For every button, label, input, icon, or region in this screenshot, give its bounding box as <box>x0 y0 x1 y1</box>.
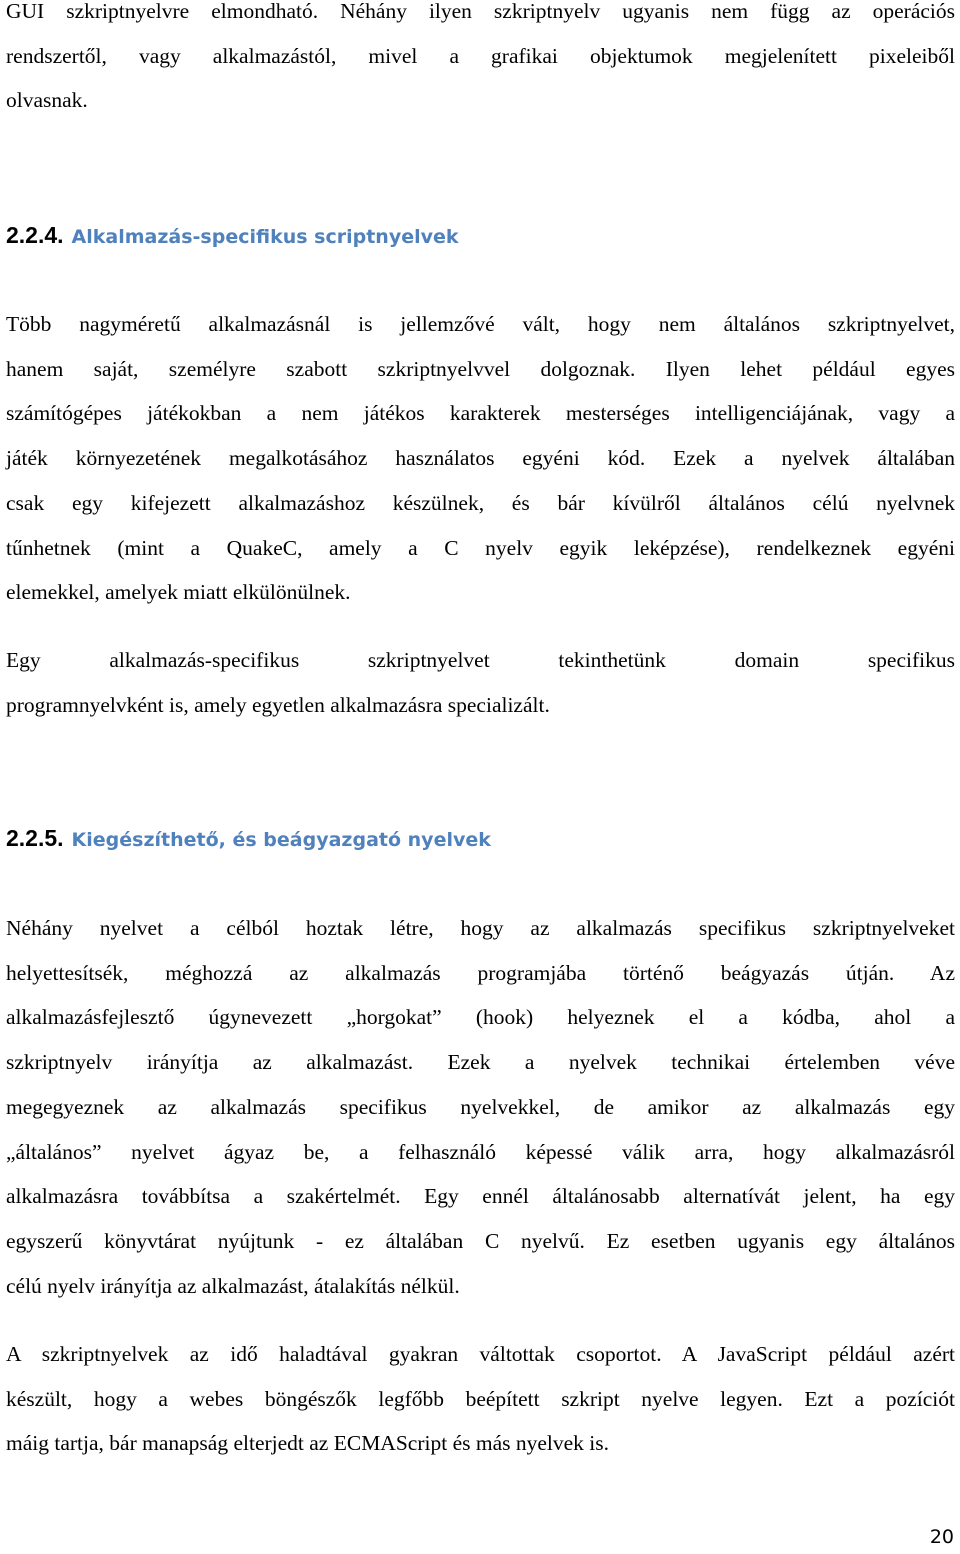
section-2-paragraph-2 <box>6 1332 955 1466</box>
text-line: alkalmazásfejlesztő úgynevezett „horgokat” (hook) helyeznek el a kódba, ahol a <box>6 1005 955 1030</box>
text-line: célú nyelv irányítja az alkalmazást, átalakítás nélkül. <box>6 1273 460 1298</box>
text-line: helyettesítsék, méghozzá az alkalmazás programjába történő beágyazás útján. Az <box>6 960 955 985</box>
text-line: máig tartja, bár manapság elterjedt az ECMAScript és más nyelvek is. <box>6 1431 610 1456</box>
text-line: rendszertől, vagy alkalmazástól, mivel a grafikai objektumok megjelenített pixeleiből <box>6 43 955 68</box>
text-line: játék környezetének megalkotásához használatos egyéni kód. Ezek a nyelvek általában <box>6 446 955 471</box>
text-line: Több nagyméretű alkalmazásnál is jellemzővé vált, hogy nem általános szkriptnyelvet, <box>6 312 955 336</box>
text-line: A szkriptnyelvek az idő haladtával gyakran váltottak csoportot. A JavaScript például azért <box>6 1342 955 1366</box>
text-line: programnyelvként is, amely egyetlen alkalmazásra specializált. <box>6 692 550 717</box>
section-heading-2-2-5 <box>6 825 491 852</box>
text-line: olvasnak. <box>6 88 88 113</box>
page-number: 20 <box>929 1526 954 1548</box>
text-line: megegyeznek az alkalmazás specifikus nyelvekkel, de amikor az alkalmazás egy <box>6 1094 955 1119</box>
text-line: alkalmazásra továbbítsa a szakértelmét. Egy ennél általánosabb alternatívát jelent, ha egy <box>6 1184 955 1209</box>
text-line: számítógépes játékokban a nem játékos karakterek mesterséges intelligenciájának, vagy a <box>6 401 955 426</box>
text-line: GUI szkriptnyelvre elmondható. Néhány ilyen szkriptnyelv ugyanis nem függ az operációs <box>6 0 955 23</box>
intro-paragraph <box>6 0 955 123</box>
section-heading-2-2-4 <box>6 222 459 249</box>
text-line: hanem saját, személyre szabott szkriptnyelvvel dolgoznak. Ilyen lehet például egyes <box>6 356 955 381</box>
section-1-paragraph-1 <box>6 302 955 615</box>
text-line: Néhány nyelvet a célból hoztak létre, hogy az alkalmazás specifikus szkriptnyelveket <box>6 916 955 940</box>
text-line: Egy alkalmazás-specifikus szkriptnyelvet tekinthetünk domain specifikus <box>6 648 955 672</box>
text-line: elemekkel, amelyek miatt elkülönülnek. <box>6 580 351 605</box>
text-line: tűnhetnek (mint a QuakeC, amely a C nyelv egyik leképzése), rendelkeznek egyéni <box>6 535 955 560</box>
section-number: 2.2.5. <box>6 825 64 851</box>
text-line: szkriptnyelv irányítja az alkalmazást. Ezek a nyelvek technikai értelemben véve <box>6 1050 955 1075</box>
section-title: Alkalmazás-specifikus scriptnyelvek <box>71 226 459 248</box>
section-1-paragraph-2 <box>6 638 955 727</box>
text-line: egyszerű könyvtárat nyújtunk - ez általában C nyelvű. Ez esetben ugyanis egy általános <box>6 1228 955 1253</box>
text-line: csak egy kifejezett alkalmazáshoz készülnek, és bár kívülről általános célú nyelvnek <box>6 490 955 515</box>
section-number: 2.2.4. <box>6 222 64 248</box>
text-line: készült, hogy a webes böngészők legfőbb beépített szkript nyelve legyen. Ezt a pozíciót <box>6 1386 955 1411</box>
section-title: Kiegészíthető, és beágyazgató nyelvek <box>71 829 491 851</box>
section-2-paragraph-1 <box>6 906 955 1308</box>
text-line: „általános” nyelvet ágyaz be, a felhasználó képessé válik arra, hogy alkalmazásról <box>6 1139 955 1164</box>
